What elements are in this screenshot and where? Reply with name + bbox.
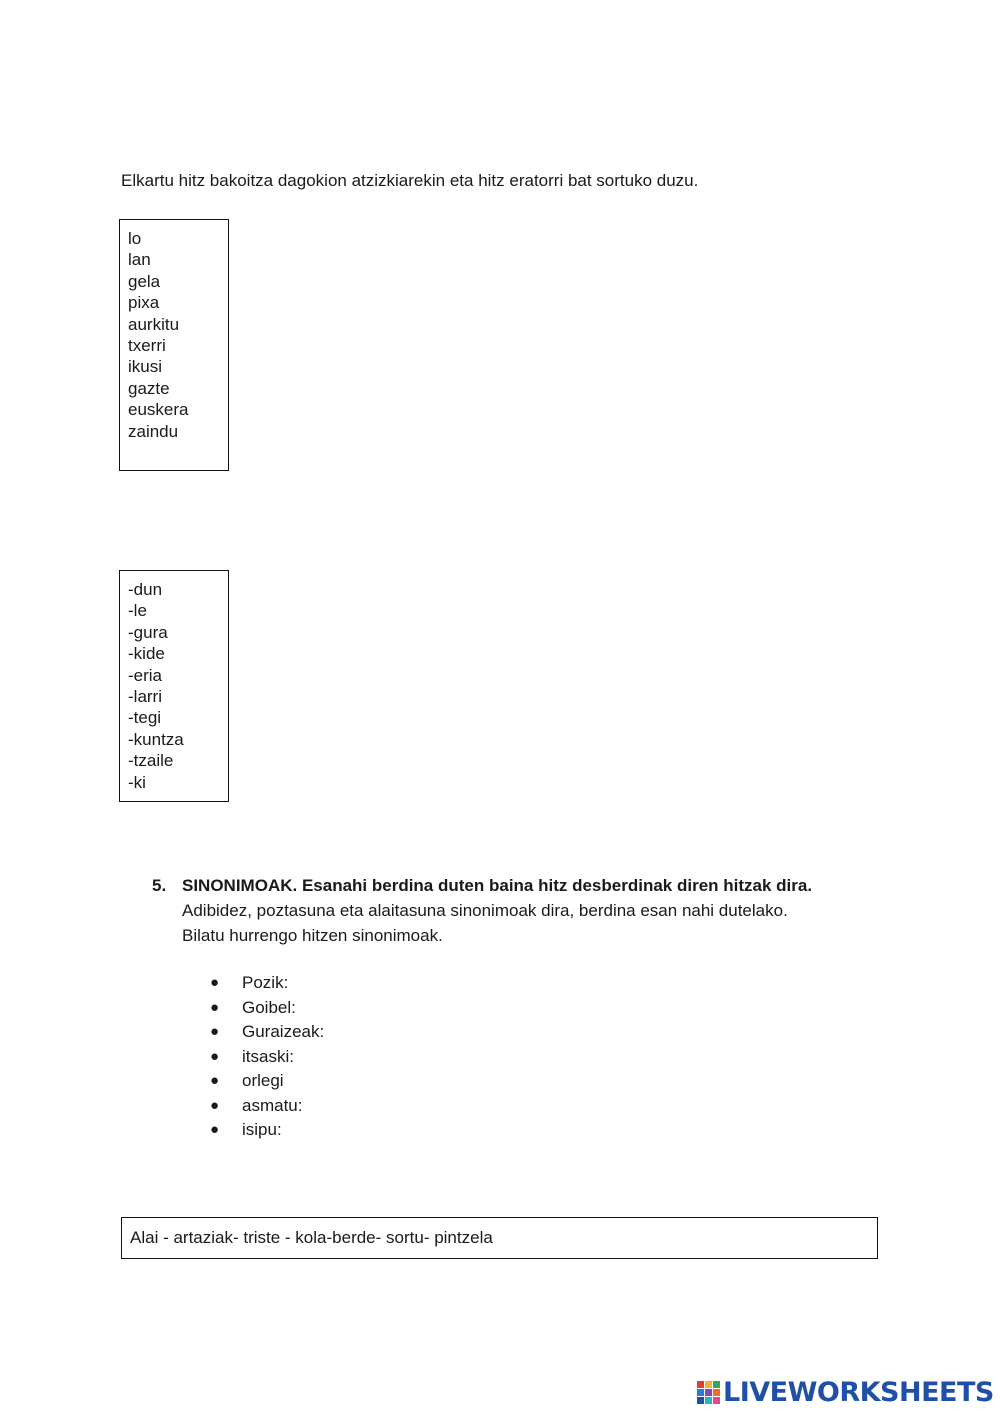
- suffix-item: -dun: [128, 580, 163, 599]
- suffix-item: -ki: [128, 772, 146, 792]
- list-item: [210, 996, 324, 1021]
- section-task: Bilatu hurrengo hitzen sinonimoak.: [182, 926, 443, 945]
- section-example: Adibidez, poztasuna eta alaitasuna sinonimoak dira, berdina esan nahi dutelako.: [182, 901, 788, 920]
- logo-square: [713, 1389, 720, 1396]
- logo-square: [713, 1397, 720, 1404]
- list-item: [210, 1118, 324, 1143]
- word-item: lan: [128, 250, 151, 270]
- section-title: SINONIMOAK. Esanahi berdina duten baina hitz desberdinak diren hitzak dira.: [182, 876, 813, 895]
- logo-square: [697, 1397, 704, 1404]
- list-item: [210, 1020, 324, 1045]
- logo-square: [697, 1389, 704, 1396]
- synonym-list: [210, 971, 324, 1143]
- word-item: euskera: [128, 400, 189, 420]
- section-number: 5.: [152, 876, 167, 895]
- bullet-icon: ●: [210, 1072, 220, 1089]
- list-item: [210, 1094, 324, 1119]
- word-item: zaindu: [128, 421, 179, 441]
- instruction-text: Elkartu hitz bakoitza dagokion atzizkiarekin eta hitz eratorri bat sortuko duzu.: [121, 171, 699, 190]
- suffixes-box: [119, 570, 229, 802]
- bullet-icon: ●: [210, 1047, 220, 1065]
- suffix-item: -kuntza: [128, 729, 184, 749]
- logo-grid-icon: [697, 1381, 721, 1405]
- word-item: gela: [128, 271, 161, 291]
- suffix-item: -kide: [128, 644, 165, 664]
- logo-square: [705, 1381, 712, 1388]
- word-item: ikusi: [128, 357, 163, 377]
- list-item-label: asmatu:: [242, 1095, 303, 1115]
- suffix-item: -tzaile: [128, 751, 174, 771]
- suffix-item: -tegi: [128, 708, 162, 728]
- list-item-label: itsaski:: [242, 1046, 294, 1066]
- logo-text: LIVEWORKSHEETS: [723, 1377, 994, 1408]
- bullet-icon: ●: [210, 1096, 220, 1114]
- suffix-item: -le: [128, 601, 147, 621]
- list-item-label: Guraizeak:: [242, 1022, 325, 1041]
- bullet-icon: ●: [210, 998, 220, 1016]
- answer-bank-box: Alai - artaziak- triste - kola-berde- sortu- pintzela: [121, 1217, 878, 1259]
- word-item: aurkitu: [128, 314, 180, 334]
- bullet-icon: ●: [210, 974, 220, 991]
- word-item: txerri: [128, 336, 166, 356]
- list-item: [210, 971, 324, 996]
- list-item-label: Goibel:: [242, 997, 296, 1017]
- logo-square: [713, 1381, 720, 1388]
- word-item: lo: [128, 229, 142, 248]
- bullet-icon: ●: [210, 1121, 220, 1138]
- liveworksheets-logo: [697, 1376, 994, 1410]
- logo-square: [697, 1381, 704, 1388]
- list-item-label: orlegi: [242, 1071, 284, 1090]
- list-item: [210, 1045, 324, 1070]
- word-item: gazte: [128, 378, 170, 398]
- suffix-item: -eria: [128, 665, 163, 685]
- logo-square: [705, 1389, 712, 1396]
- suffix-item: -gura: [128, 622, 168, 642]
- suffix-item: -larri: [128, 687, 162, 707]
- list-item: [210, 1069, 324, 1094]
- word-item: pixa: [128, 293, 160, 313]
- list-item-label: isipu:: [242, 1120, 282, 1139]
- logo-square: [705, 1397, 712, 1404]
- words-box: [119, 219, 229, 471]
- list-item-label: Pozik:: [242, 973, 289, 992]
- bullet-icon: ●: [210, 1023, 220, 1040]
